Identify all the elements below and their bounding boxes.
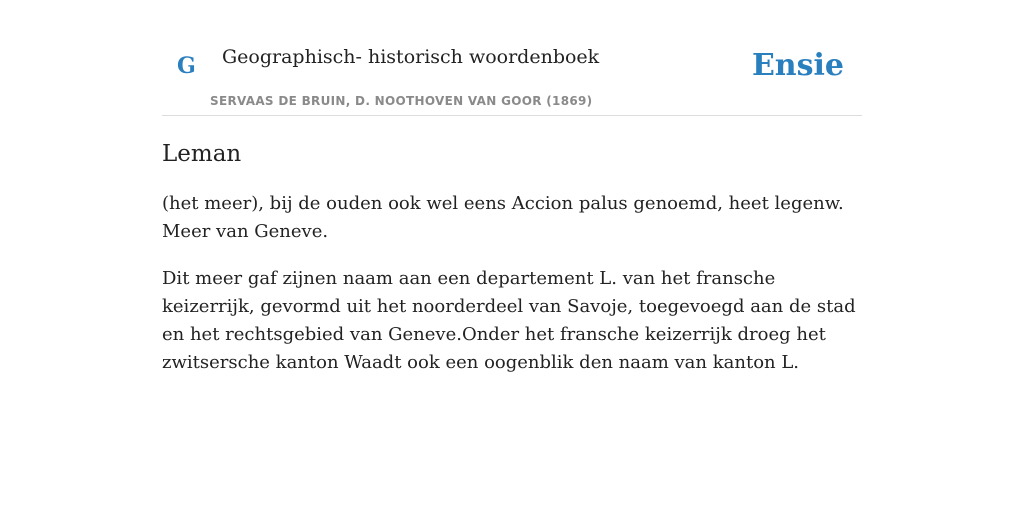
book-header — [162, 0, 862, 116]
site-logo[interactable]: Ensie — [751, 48, 844, 83]
entry-body — [162, 190, 862, 377]
page-container — [162, 0, 862, 396]
entry-paragraph: Dit meer gaf zijnen naam aan een departement L. van het fransche keizerrijk, gevormd uit het noorderdeel van Savoje, toegevoegd aan de stad en het rechtsgebied van Geneve.Onder het fransche keizerrijk droeg het zwitsersche kanton Waadt ook een oogenblik den naam van kanton L. — [162, 267, 856, 373]
entry-title: Leman — [162, 141, 242, 167]
entry-paragraph: (het meer), bij de ouden ook wel eens Accion palus genoemd, heet legenw. Meer van Geneve. — [162, 192, 844, 242]
book-authors: SERVAAS DE BRUIN, D. NOOTHOVEN VAN GOOR (1869) — [210, 94, 593, 108]
book-logo-icon[interactable]: G — [177, 53, 196, 79]
book-title[interactable]: Geographisch- historisch woordenboek — [222, 46, 600, 68]
